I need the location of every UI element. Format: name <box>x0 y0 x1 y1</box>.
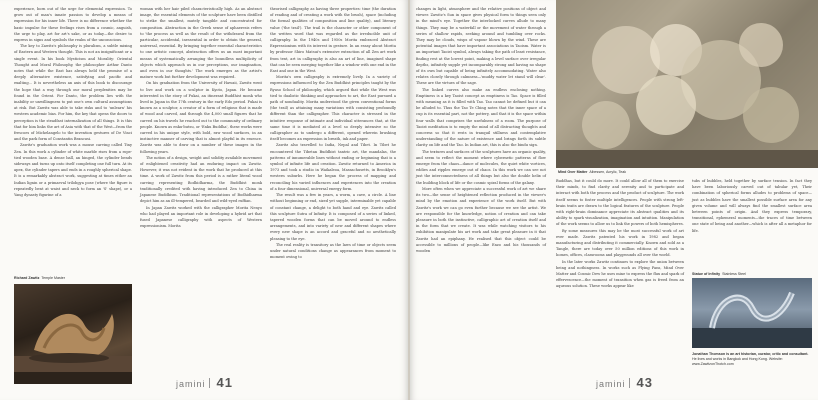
temple-master-sculpture-photo <box>14 284 132 384</box>
right-folio <box>596 374 653 392</box>
author-bio-caption <box>692 352 812 367</box>
statue-figure-caption <box>692 272 746 277</box>
magazine-name: jamini <box>596 379 626 389</box>
folio-divider <box>629 378 630 388</box>
paragraph: theorised calligraphy as having three properties: time (the duration of reading and of creating a work with the brush), space (including the formal qualities of composition and line quality), and literary value ('the trail'). The trail is the character or other component of the written word that was regarded as the irreducible unit of calligraphy. In the 1940s and 1950s Morita embraced Abstract Expressionism with its interest in gesture. In an essay about Morita by professor Shiro Matsui's extensive extraction of all Zen art work from text, art in calligraphy is also an art of line, imagined shape that can be seen merging together like a window with one end in the East and one in the West. <box>270 7 396 74</box>
left-figure-caption <box>14 276 65 281</box>
page-number: 43 <box>636 375 653 390</box>
paragraph: On his graduation from the University of Hawaii, Zawitz went to live and work on a sculptor in Kyoto, Japan. He became interested in the story of Fukai, an itinerant Buddhist monk who lived in Japan in the 17th century in the early Edo period. Fukai is known as a sculptor, a creator of a form of religious that is made of wood and carved, and through the 4,000 small figures that he carved on his travels he reached out to the community of ordinary people. Known as enku-butsu, or 'Enku Buddha', these works were carved in his unique style, with bold, raw wood surfaces, in an instinctive manner of carving that is almost playful in its essence. Zawitz was able to draw on a number of these images in the following years. <box>140 81 262 154</box>
left-column-2 <box>140 6 262 384</box>
paragraph: Buddhas, but it could do more. It could allow all of them to exercise their minds, to find clarity and serenity and to participate and interact with both the process and the product of sculpture. The work itself seems to foster multiple intelligences. People with strong left-brain traits are drawn to the logical features of the sculpture. People with right-brain dominance appreciate its abstract qualities and its ability to spark visualization, imagination and intuition. Manipulation of the work seems to allow us to link the powers of both hemispheres. <box>556 179 684 227</box>
paragraph: Zawitz also travelled to India, Nepal and Tibet. In Tibet he encountered the Tibetan Buddhist tantric art, the mandalas, the patterns of innumerable lines without ending or beginning that is a symbol of infinite life and creation. Zawitz returned to America in 1973 and took a studio in Waikaleoa, Massachusetts, in Brooklyn's western suburbs. Here he began the process of mapping and reconciling his varied influences and experiences into the creation of a four dimensional, universal energy form. <box>270 143 396 191</box>
sculpture-illustration <box>14 284 132 384</box>
paragraph: changes in light, atmosphere and the relative positions of object and viewer. Zawitz's Sun in space gives physical form to things seen only in the mind's eye. Together the interlocked curves allude to many things. They may be a waterfall or the movement of water through a series of shallow rapids, seeking around and tumbling over rocks. They may be clouds, wisps of vapour blown by the wind. These are potential images that have important associations in Taoism. Water is an important Taoist symbol, always taking the path of least resistance, finding rest at the lowest point, making a level surface over irregular depths, infinitely supple yet incomparably strong and having no shape of its own but capable of being infinitely accommodating. Water also relates closely through calmness—'muddy water let stand will clear'. These are the virtues of the sage. <box>416 7 546 86</box>
mind-over-matter-illustration <box>556 0 818 168</box>
paragraph: The linked curves also make an endless enclosing nothing. Emptiness is a key Taoist concept as emptiness is Tao. Space is filled with meaning as it is filled with Tao. Tao cannot be defined but it can be alluded to. Thus the Tao Te Ching notes that the inner space of a cup is its essential part, not the pottery, and that it is the space within four walls that comprises the usefulness of a room. The purpose of Taoist meditation is to empty the mind of all distracting thoughts and concerns so that it rests in tranquil stillness and contemplative understanding of the nature of existence and brings forth its subtle clarity on life and the Tao. In Indian art, this is also the bindu sign. <box>416 87 546 148</box>
top-figure-caption <box>558 170 626 175</box>
caption-text: Temple Master <box>41 276 65 280</box>
caption-text: Albessen, Acrylic, Teak <box>589 170 627 174</box>
paragraph: The textures and surfaces of the sculptures have an organic quality, and seem to reflect the moment where cybernetic patterns of flow emerge from the chaos—dance of molecules, the quiet white vortices, eddies and ripples emerge out of chaos. In this work we can see not just the interconnectedness of all things but also the double helix of the building block of life or the cosmic spiral forms of the galaxy. <box>416 149 546 185</box>
paragraph: In Japan Zawitz worked with the calligrapher Morita Nenyo who had played an important role in developing a hybrid art that fused Japanese calligraphy with aspects of Western expressionism. Morita <box>140 205 262 229</box>
statue-of-infinity-photo <box>692 278 812 348</box>
caption-title: Mind Over Matter <box>558 170 588 174</box>
caption-text: Stainless Steel <box>722 272 746 276</box>
paragraph: tubs of bubbles, held together by surface tension. In fact they have been laboriously carved out of tabular yet, Their combination of spherical forms alludes to problems of space—just as bubbles have the smallest possible surface area for any given volume and will always find the smallest surface area between points of origin. And they express temporary, transitional, ephemeral moments—the traces of time between one state of being and another—which is after all a metaphor for life. <box>692 179 812 233</box>
paragraph: woman with her hair piled characteristically high. As an abstract image, the essential elements of the sculpture have been distilled to strike the smallest, mutely tangible and concentrated for composition. Abstraction in the Greek sense of aphaeresis refers to 'the process as well as the result of the withdrawal from the particular, accidental, inessential in order to obtain the general, universal, essential. By bringing together essential characteristics to one artistic concept, abstraction offers us an most important means of systematically arranging the boundless multiplicity of objects which approach us in our perceptions, our imagination, and even in our thoughts.' The work emerges as the artist's mature work but further development was required. <box>140 7 262 80</box>
magazine-name: jamini <box>176 379 206 389</box>
caption-title: Richard Zawitz <box>14 276 40 280</box>
left-folio <box>176 374 233 392</box>
paragraph: The result was a few in years, a worm, a cave, a circle. A line without beginning or end, sized yet supple, interminable yet capable of constant change, a delight to both hand and eye. Zawitz called this sculpture Sutra of Infinity. It is composed of a series of linked, tapered wooden forms that can be moved around to endless arrangements, and into variety of new and different shapes where every new shape is an accord and graceful and so aesthetically pleasing to the eye. <box>270 193 396 241</box>
paragraph: More often when we appreciate a successful work of art we share its two—the sense of heightened reflection produced in the viewer's mind by the emotion and experience of the work itself. But with Zawitz's work we can go even further because we see the artist. We are responsible for the knowledge, notion of creation and can take pleasure in both the instinctive, calligraphic art of creation itself and in the form that we create. It was while watching visitors to his exhibition manipulate his art work and take great pleasure in it that Zawitz had an epiphany. He realised that this object could be accessible to millions of people—like Enzo and his thousands of wooden <box>416 186 546 253</box>
statue-illustration <box>692 278 812 348</box>
right-page <box>410 0 818 400</box>
caption-title: Jonathan Thomson is an art historian, curator, critic and consultant. <box>692 352 809 356</box>
paragraph: Morita's own calligraphy is extremely lively. In a variety of expressions influenced by the Zen Buddhist principles taught by the Ryuso School of philosophy, which argued that while the West was tied to dualistic thinking and approaches to art, the East pursued a path of nonduality. Morita understood the given conventional forms (the trail) as attaining many variations with consisting profoundly different than the calligrapher. This character is stressed in the intuitive response of intimate and individual utterances that, at the same time it is mediated at a level so deeply intensive so the calligrapher as to undergo a different, opened wherein brushing itself becomes an expression in breath, ink and paper. <box>270 75 396 142</box>
right-top-column <box>416 6 546 253</box>
caption-title: Statue of Infinity <box>692 272 721 276</box>
paragraph: Zawitz's graduation work was a mouse carving called Tiny Zen. In this work a cylinder of white marble rises from a rope-tied wooden base. A dense ball, an hinged, the cylinder bends sideways and turns up onto itself completing one full turn. At its apex, the cylinder tapers and ends in a roughly spherical shape. It is a remarkably abstract work, suggesting at times either an Indian lignin or a primaeval trilobgya pose (where the figure is repeatedly bent at waist and neck to form an 'S' shape), or a Yang dynasty figurine of a <box>14 143 132 198</box>
left-page <box>0 0 408 400</box>
paragraph: By some measures this may be the most successful work of art ever made. Zawitz patented his work in 1982 and began manufacturing and distributing it commercially. Known and sold as a Tangle, there are today over 50 million editions of this work in homes, offices, classrooms and playgrounds all over the world. <box>556 228 684 258</box>
paragraph: The real reality is transitory as the laws of time or objects seem under natural conditions change as appearances from moment to moment owing to <box>270 242 396 260</box>
paragraph: The notion of a design, weight and solidity available movement of enlightened creativity had an enduring impact on Zawitz. However, it was not evident in the work that he produced at this time. A work of Zawitz from this period is a rather literal wood carving representing Bodhidharma, the Buddhist monk traditionally credited with having introduced Zen to China in Japanese Buddhism. Traditional representations of Bodhidharma depict him as an ill-tempered, bearded and wild-eyed ruffian. <box>140 155 262 204</box>
paragraph: The key to Zawitz's philosophy is pluralism, a subtle mixing of Eastern and Western thought. This is not an insignificant or a single event. In his book Mysticism and Morality: Oriental Thought and Moral Philosophy, the philosopher Arthur Danto notes that while the East has always held the promise of a deeply alternative existence, satisfying and pacific and exalting... It is nevertheless an axis of this book to discourage the hope that a way through our moral perplexities may be found in the Orient. For Danto, the problem lies with the inability or unwillingness to put one's own cultural assumptions at risk. But Zawitz was able to take risks and to 'unlearn' his western academic bias. For him, the key that opens the doors to perception is the steadfast internalization of all things. It is this that for him links the art of Asia with that of the West—from the frescoes of Michelangelo to the invention gestures of De Vinci and the park form of Constantin Brancusi. <box>14 44 132 142</box>
paragraph: In the later works Zawitz continues to explore the union between being and nothingness. In works such as Flying Fans, Mind Over Matter and Cosmic Dew he uses mine to express the flux and spark of effervescence—the moment of transition when gas is freed from an aqueous solution. These works appear like <box>556 259 684 289</box>
caption-text: He lives and works in Bangkok and Hong Kong. Website: www.ZawitzonThotch.com <box>692 357 783 366</box>
left-column-3 <box>270 6 396 384</box>
paragraph: experience, born out of the urge for elemental expression. To grow out of man's innate passion to develop a means of expression for his inner life. There is no difference whether the basic impulse for these feelings rises from a cosmic, anguish, the urge to play, art for art's sake, or as today—the desire to express in signs and symbols the realm of the unconscious. <box>14 7 132 43</box>
page-number: 41 <box>216 375 233 390</box>
mind-over-matter-photo <box>556 0 818 168</box>
folio-divider <box>209 378 210 388</box>
right-bottom-column-2 <box>692 178 812 270</box>
left-column-1 <box>14 6 132 281</box>
right-bottom-column-1 <box>556 178 684 378</box>
